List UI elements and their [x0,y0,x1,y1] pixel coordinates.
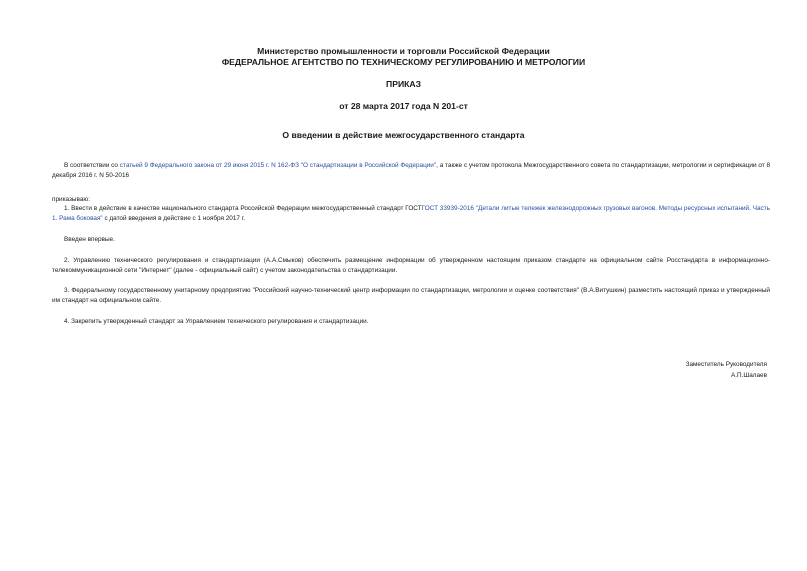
item-1-paragraph [52,204,770,224]
agency-heading: ФЕДЕРАЛЬНОЕ АГЕНТСТВО ПО ТЕХНИЧЕСКОМУ РЕГУЛИРОВАНИЮ И МЕТРОЛОГИИ [221,57,586,67]
order-word: приказываю: [52,196,90,203]
standard-link[interactable]: ГОСТ 33939-2016 "Детали литые тележек железнодорожных грузовых вагонов. Методы ресурсных испытаний. Часть 1. Рама боковая" [52,205,770,222]
intro-paragraph [52,161,770,181]
item-4-paragraph: 4. Закрепить утвержденный стандарт за Управлением технического регулирования и стандартизации. [64,318,369,325]
law-link[interactable]: статьей 9 Федерального закона от 29 июня 2015 г. N 162-ФЗ "О стандартизации в Российской Федерации" [119,162,437,169]
signature-name: А.П.Шалаев [730,372,767,379]
item-1-text-after: с датой введения в действие с 1 ноября 2017 г. [102,215,246,222]
intro-text-after: , а также с учетом протокола Межгосударственного совета по стандартизации, метрологии и сертификации от 8 декабря 2016 г. N 50-2016 [52,162,770,179]
document-date-number: от 28 марта 2017 года N 201-ст [339,101,468,111]
item-3-paragraph: 3. Федеральному государственному унитарному предприятию "Российский научно-технический центр информации по стандартизации, метрологии и оценке соответствия" (В.А.Витушкин) разместить настоящий приказ и утвержденный им стандарт на официальном сайте. [52,287,770,304]
signature-position: Заместитель Руководителя [685,361,767,368]
item-2-paragraph: 2. Управлению технического регулирования и стандартизации (А.А.Смыков) обеспечить размещение информации об утвержденном настоящим приказом стандарте на официальном сайте Росстандарта в информационно-телекоммуникационной сети "Интернет" (далее - официальный сайт) с учетом законодательства о стандартизации. [52,257,770,274]
document-type: ПРИКАЗ [386,79,421,89]
document-subject: О введении в действие межгосударственного стандарта [282,130,525,140]
introduced-first-note: Введен впервые. [64,236,115,243]
ministry-heading: Министерство промышленности и торговли Российской Федерации [257,46,550,56]
item-1-text-before: 1. Ввести в действие в качестве национального стандарта Российской Федерации межгосударственный стандарт ГОСТ [64,205,422,212]
intro-text-before: В соответствии со [64,162,120,169]
